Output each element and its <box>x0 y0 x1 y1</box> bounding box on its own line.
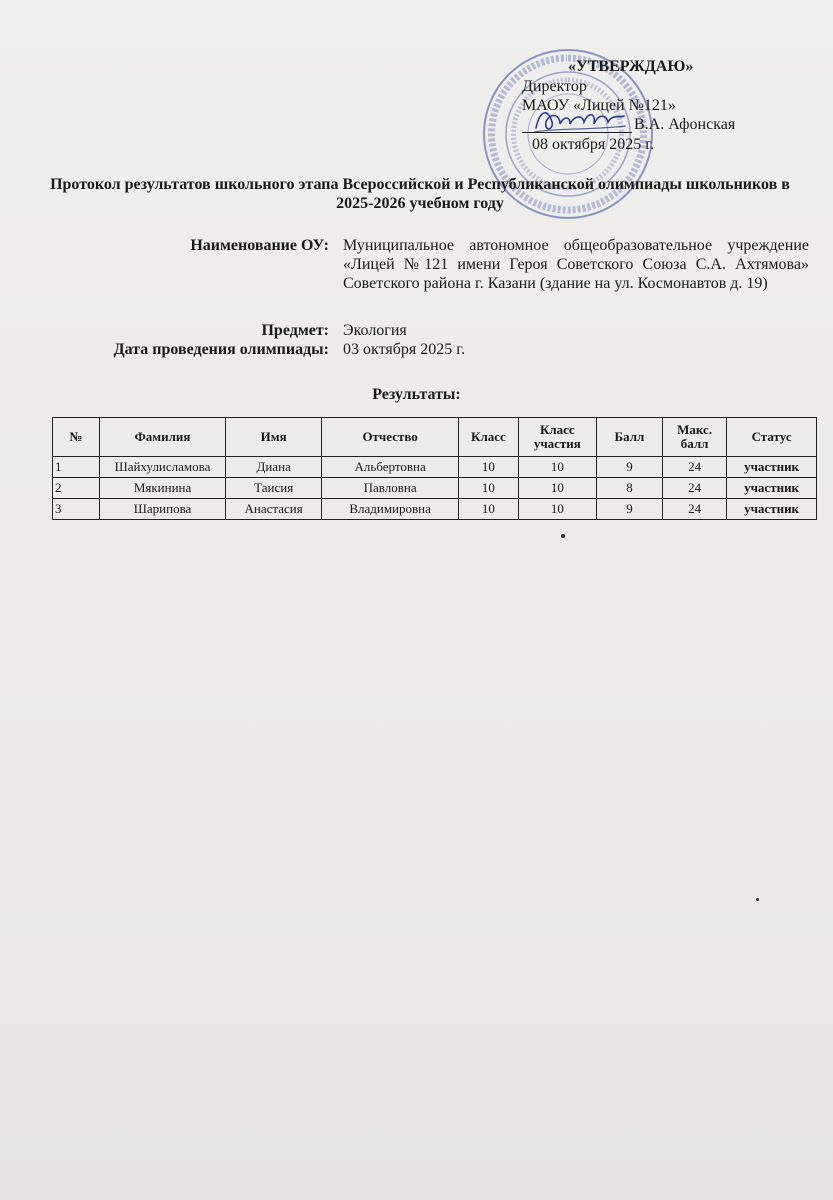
cell-patronymic: Альбертовна <box>322 457 459 478</box>
cell-name: Анастасия <box>226 499 322 520</box>
cell-participation-grade: 10 <box>518 499 596 520</box>
cell-participation-grade: 10 <box>518 478 596 499</box>
header-score: Балл <box>596 418 662 457</box>
approval-organization: МАОУ «Лицей №121» <box>522 97 676 114</box>
cell-max-score: 24 <box>663 457 727 478</box>
cell-status: участник <box>727 457 817 478</box>
header-surname: Фамилия <box>100 418 226 457</box>
cell-number: 3 <box>53 499 100 520</box>
subject-label: Предмет: <box>261 322 329 339</box>
header-status: Статус <box>727 418 817 457</box>
header-number: № <box>53 418 100 457</box>
approval-date: 08 октября 2025 г. <box>532 136 654 153</box>
table-header-row <box>53 418 817 457</box>
approval-position: Директор <box>522 78 587 95</box>
cell-score: 8 <box>596 478 662 499</box>
cell-participation-grade: 10 <box>518 457 596 478</box>
school-label: Наименование ОУ: <box>190 237 329 254</box>
cell-name: Диана <box>226 457 322 478</box>
subject-value: Экология <box>343 322 407 339</box>
protocol-title: Протокол результатов школьного этапа Всероссийской и Республиканской олимпиады школьников в 2025-2026 учебном году <box>50 176 790 212</box>
ink-speck <box>756 898 759 901</box>
table-row <box>53 478 817 499</box>
cell-score: 9 <box>596 457 662 478</box>
header-participation-grade: Класс участия <box>518 418 596 457</box>
table-row <box>53 457 817 478</box>
director-name: В.А. Афонская <box>634 116 736 133</box>
ink-speck <box>561 534 565 538</box>
cell-patronymic: Павловна <box>322 478 459 499</box>
olympiad-date-value: 03 октября 2025 г. <box>343 341 465 358</box>
cell-max-score: 24 <box>663 499 727 520</box>
cell-surname: Шарипова <box>100 499 226 520</box>
director-signature <box>530 102 630 138</box>
header-patronymic: Отчество <box>322 418 459 457</box>
info-block <box>0 236 833 366</box>
table-row <box>53 499 817 520</box>
cell-patronymic: Владимировна <box>322 499 459 520</box>
cell-number: 2 <box>53 478 100 499</box>
cell-grade: 10 <box>459 499 519 520</box>
school-value: Муниципальное автономное общеобразовательное учреждение «Лицей №121 имени Героя Советского Союза С.А. Ахтямова» Советского района г. Казани (здание на ул. Космонавтов д. 19) <box>343 237 809 292</box>
header-max-score: Макс. балл <box>663 418 727 457</box>
results-heading: Результаты: <box>372 386 461 403</box>
cell-grade: 10 <box>459 478 519 499</box>
cell-status: участник <box>727 478 817 499</box>
cell-surname: Шайхулисламова <box>100 457 226 478</box>
cell-score: 9 <box>596 499 662 520</box>
results-table <box>52 417 817 520</box>
header-grade: Класс <box>459 418 519 457</box>
olympiad-date-label: Дата проведения олимпиады: <box>113 341 329 358</box>
approval-heading: «УТВЕРЖДАЮ» <box>568 58 694 75</box>
cell-number: 1 <box>53 457 100 478</box>
cell-surname: Мякинина <box>100 478 226 499</box>
cell-max-score: 24 <box>663 478 727 499</box>
cell-grade: 10 <box>459 457 519 478</box>
cell-status: участник <box>727 499 817 520</box>
header-name: Имя <box>226 418 322 457</box>
cell-name: Таисия <box>226 478 322 499</box>
